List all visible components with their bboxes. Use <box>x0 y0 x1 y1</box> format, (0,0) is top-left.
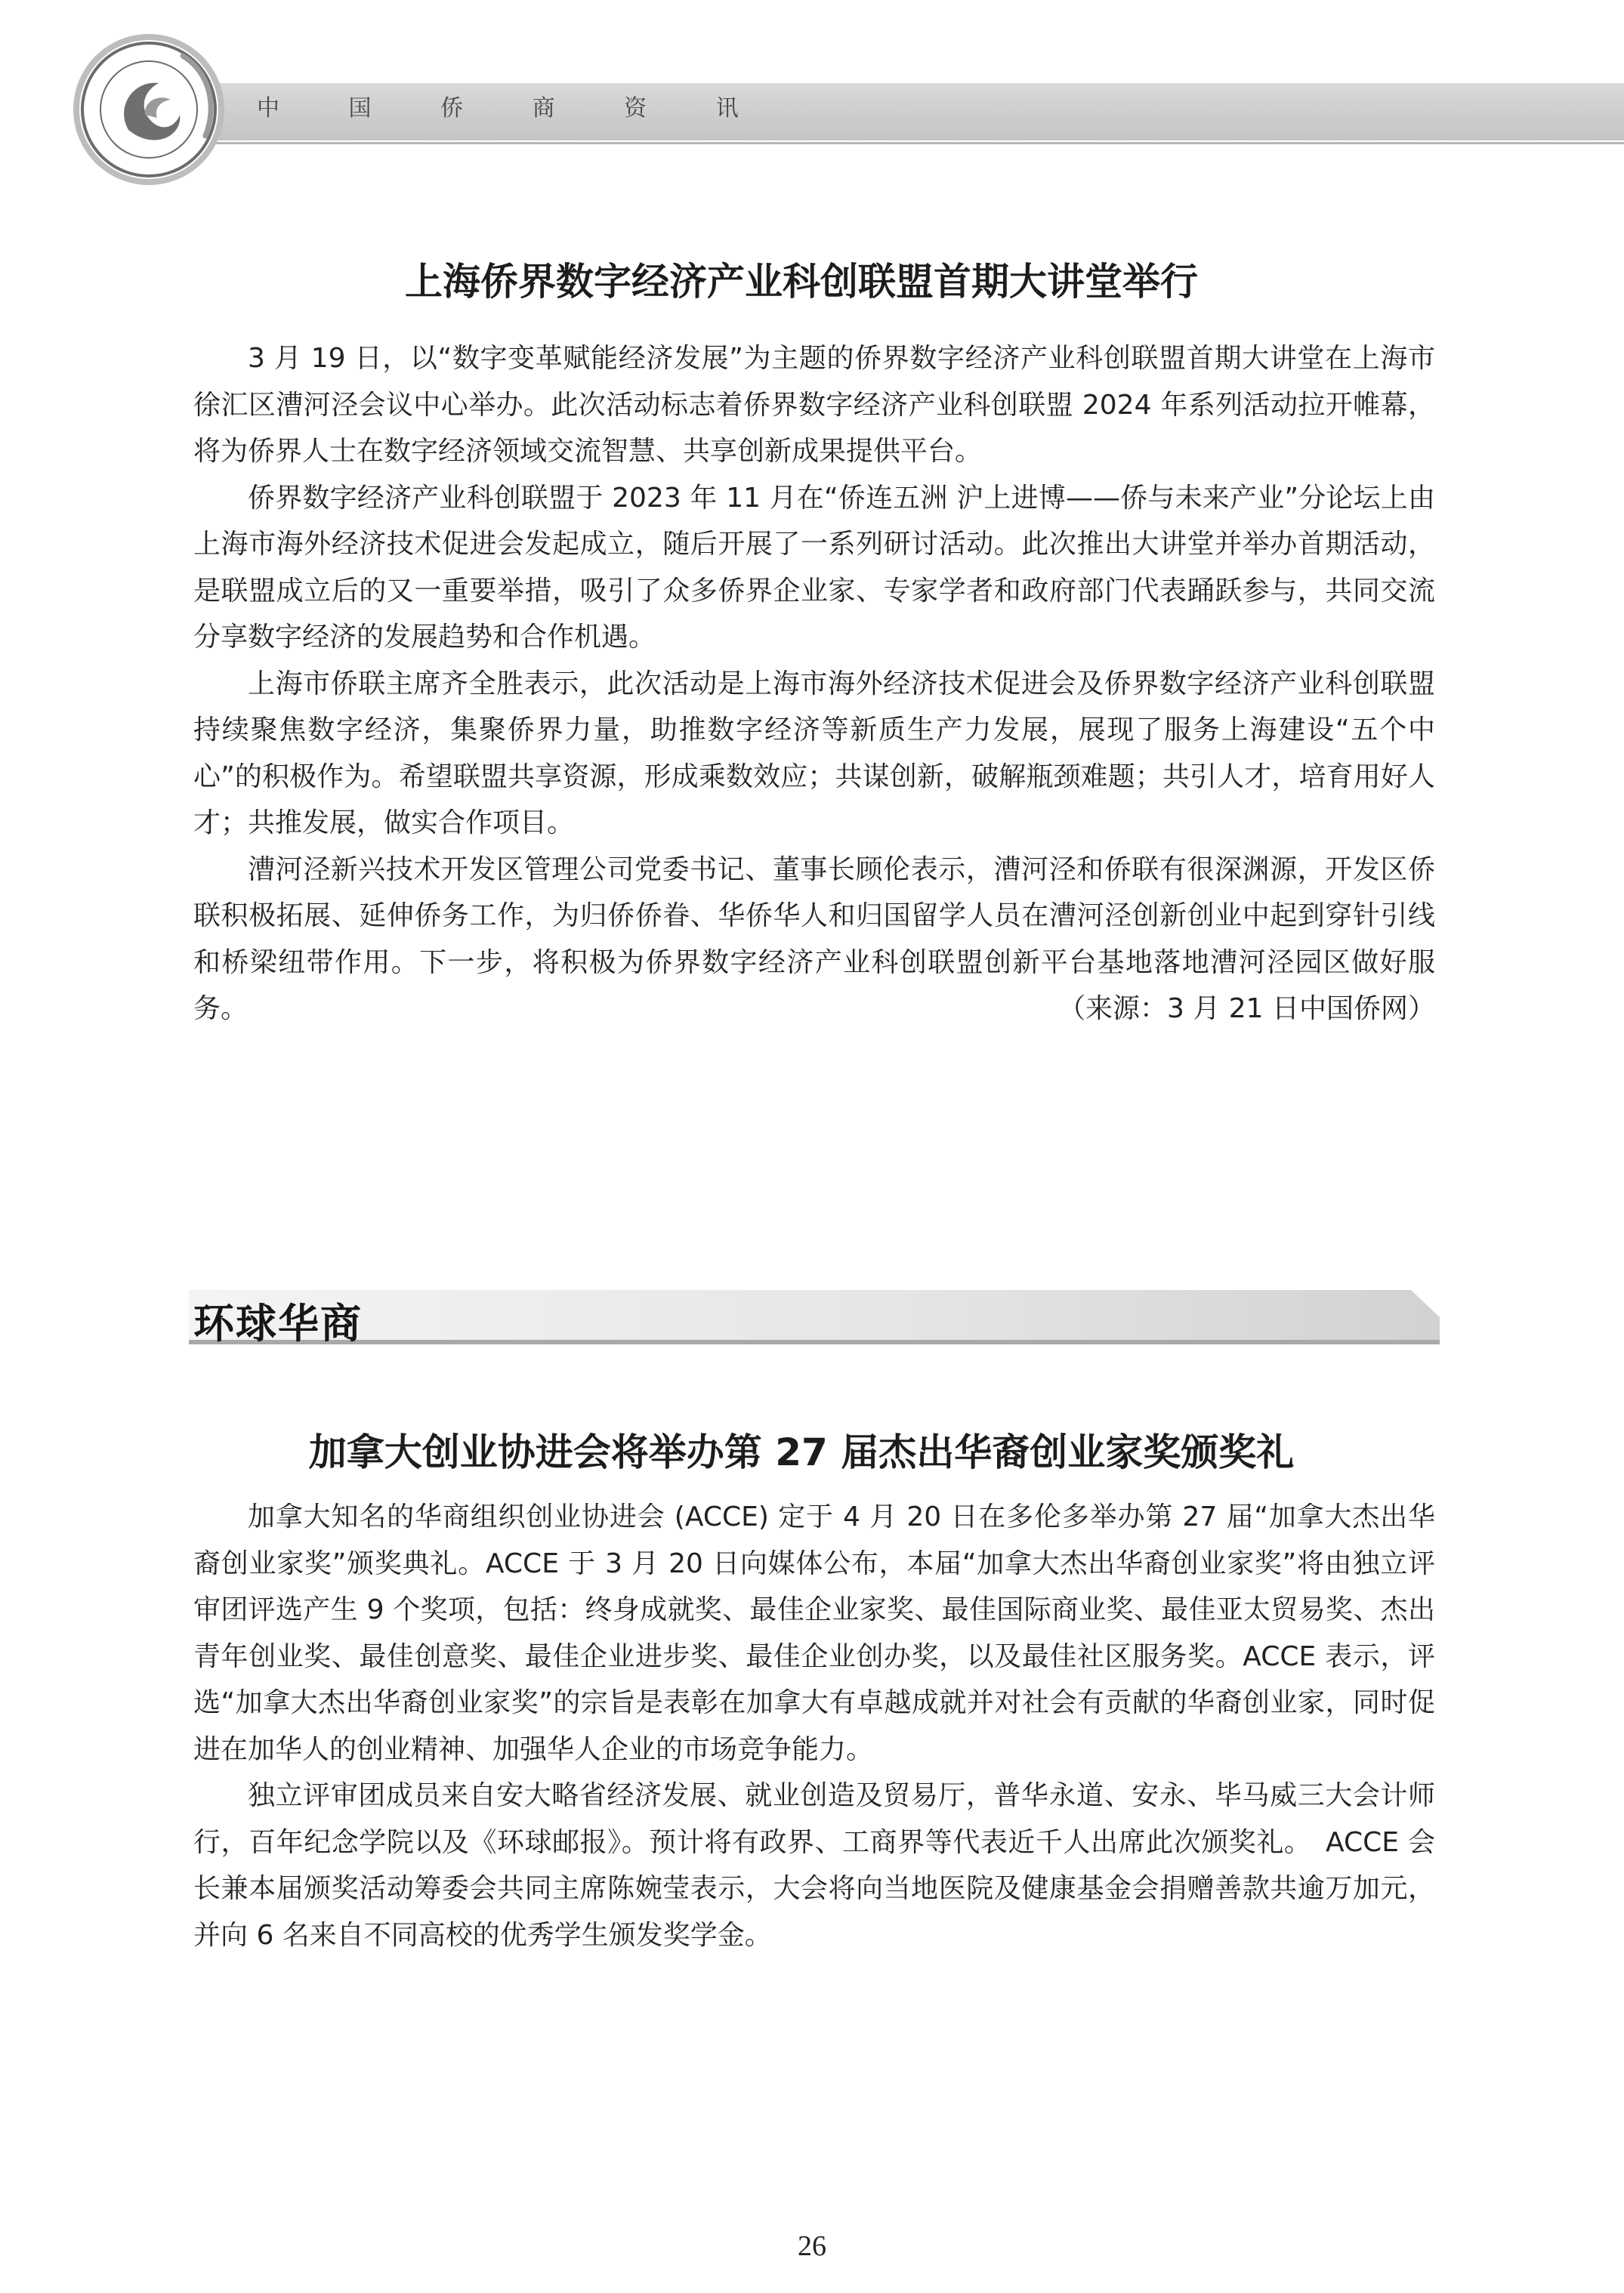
article-body <box>193 335 1435 1032</box>
article-title: 加拿大创业协进会将举办第 27 届杰出华裔创业家奖颁奖礼 <box>308 1430 1295 1474</box>
paragraph: 侨界数字经济产业科创联盟于 2023 年 11 月在“侨连五洲 沪上进博——侨与未来产业”分论坛上由上海市海外经济技术促进会发起成立，随后开展了一系列研讨活动。此次推出大讲堂并举办首期活动，是联盟成立后的又一重要举措，吸引了众多侨界企业家、专家学者和政府部门代表踊跃参与，共同交流分享数字经济的发展趋势和合作机遇。 <box>193 482 1435 653</box>
section-banner <box>189 1290 1440 1344</box>
section-title: 环球华商 <box>193 1299 363 1347</box>
article-source: （来源：3 月 21 日中国侨网） <box>1057 993 1435 1024</box>
federation-logo <box>69 30 228 189</box>
publication-title: 中 国 侨 商 资 讯 <box>257 95 770 122</box>
paragraph: 漕河泾新兴技术开发区管理公司党委书记、董事长顾伦表示，漕河泾和侨联有很深渊源，开发区侨联积极拓展、延伸侨务工作，为归侨侨眷、华侨华人和归国留学人员在漕河泾创新创业中起到穿针引线和桥梁纽带作用。下一步，将积极为侨界数字经济产业科创联盟创新平台基地落地漕河泾园区做好服务。 <box>193 853 1435 1024</box>
paragraph: 加拿大知名的华商组织创业协进会 (ACCE) 定于 4 月 20 日在多伦多举办第 27 届“加拿大杰出华裔创业家奖”颁奖典礼。ACCE 于 3 月 20 日向媒体公布，本届“加拿大杰出华裔创业家奖”将由独立评审团评选产生 9 个奖项，包括：终身成就奖、最佳企业家奖、最佳国际商业奖、最佳亚太贸易奖、杰出青年创业奖、最佳创意奖、最佳企业进步奖、最佳企业创办奖，以及最佳社区服务奖。ACCE 表示，评选“加拿大杰出华裔创业家奖”的宗旨是表彰在加拿大有卓越成就并对社会有贡献的华裔创业家，同时促进在加华人的创业精神、加强华人企业的市场竞争能力。 <box>193 1501 1435 1765</box>
article-title: 上海侨界数字经济产业科创联盟首期大讲堂举行 <box>405 260 1198 304</box>
paragraph: 3 月 19 日，以“数字变革赋能经济发展”为主题的侨界数字经济产业科创联盟首期大讲堂在上海市徐汇区漕河泾会议中心举办。此次活动标志着侨界数字经济产业科创联盟 2024 年系列活动拉开帷幕，将为侨界人士在数字经济领域交流智慧、共享创新成果提供平台。 <box>193 343 1435 467</box>
paragraph: 独立评审团成员来自安大略省经济发展、就业创造及贸易厅，普华永道、安永、毕马威三大会计师行，百年纪念学院以及《环球邮报》。预计将有政界、工商界等代表近千人出席此次颁奖礼。 ACCE 会长兼本届颁奖活动筹委会共同主席陈婉莹表示，大会将向当地医院及健康基金会捐赠善款共逾万加元，并向 6 名来自不同高校的优秀学生颁发奖学金。 <box>193 1780 1435 1951</box>
page-number: 26 <box>798 2230 826 2262</box>
paragraph: 上海市侨联主席齐全胜表示，此次活动是上海市海外经济技术促进会及侨界数字经济产业科创联盟持续聚焦数字经济，集聚侨界力量，助推数字经济等新质生产力发展，展现了服务上海建设“五个中心”的积极作为。希望联盟共享资源，形成乘数效应；共谋创新，破解瓶颈难题；共引人才，培育用好人才；共推发展，做实合作项目。 <box>193 668 1435 838</box>
article-body <box>193 1494 1435 1958</box>
